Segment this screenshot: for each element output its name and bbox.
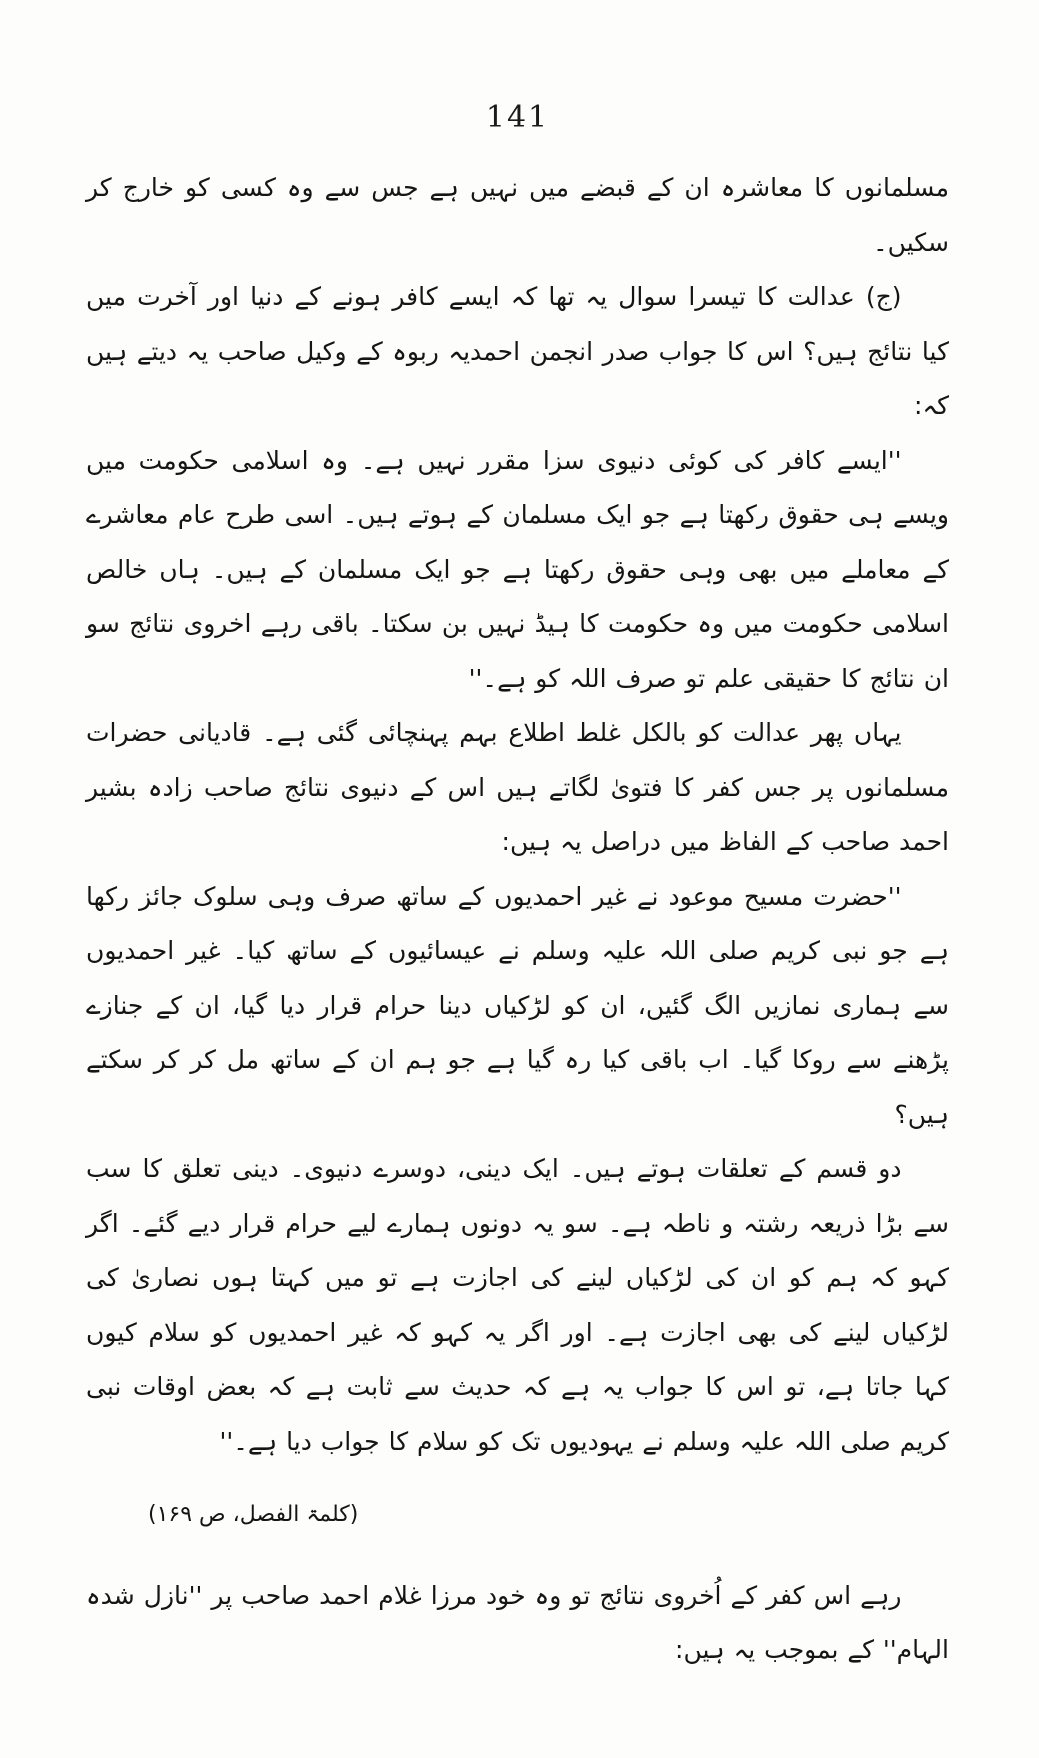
citation-reference: (کلمۃ الفصل، ص ۱۶۹) bbox=[148, 1502, 359, 1527]
paragraph-quote-lawyer: ''ایسے کافر کی کوئی دنیوی سزا مقرر نہیں ہے۔ وہ اسلامی حکومت میں ویسے ہی حقوق رکھتا ہے جو ایک مسلمان کے ہوتے ہیں۔ اسی طرح عام معاشرے کے معاملے میں بھی وہی حقوق رکھتا ہے جو ایک مسلمان کے ہیں۔ ہاں خالص اسلامی حکومت میں وہ حکومت کا ہیڈ نہیں بن سکتا۔ باقی رہے اخروی نتائج سو ان نتائج کا حقیقی علم تو صرف اللہ کو ہے۔'' bbox=[86, 445, 949, 693]
text-body bbox=[86, 161, 949, 1678]
paragraph-court-question: (ج) عدالت کا تیسرا سوال یہ تھا کہ ایسے کافر ہونے کے دنیا اور آخرت میں کیا نتائج ہیں؟ اس کا جواب صدر انجمن احمدیہ ربوہ کے وکیل صاحب یہ دیتے ہیں کہ: bbox=[86, 282, 949, 420]
paragraph-commentary: یہاں پھر عدالت کو بالکل غلط اطلاع بہم پہنچائی گئی ہے۔ قادیانی حضرات مسلمانوں پر جس کفر کا فتویٰ لگاتے ہیں اس کے دنیوی نتائج صاحب زادہ بشیر احمد صاحب کے الفاظ میں دراصل یہ ہیں: bbox=[86, 718, 949, 856]
paragraph-continuation: مسلمانوں کا معاشرہ ان کے قبضے میں نہیں ہے جس سے وہ کسی کو خارج کر سکیں۔ bbox=[86, 173, 949, 257]
paragraph-quote-book-1: ''حضرت مسیح موعود نے غیر احمدیوں کے ساتھ صرف وہی سلوک جائز رکھا ہے جو نبی کریم صلی اللہ علیہ وسلم نے عیسائیوں کے ساتھ کیا۔ غیر احمدیوں سے ہماری نمازیں الگ گئیں، ان کو لڑکیاں دینا حرام قرار دیا گیا، ان کے جنازے پڑھنے سے روکا گیا۔ اب باقی کیا رہ گیا ہے جو ہم ان کے ساتھ مل کر کر سکتے ہیں؟ bbox=[86, 881, 949, 1129]
paragraph-closing: رہے اس کفر کے اُخروی نتائج تو وہ خود مرزا غلام احمد صاحب پر ''نازل شدہ الہام'' کے بموجب یہ ہیں: bbox=[86, 1580, 949, 1665]
paragraph-quote-book-2: دو قسم کے تعلقات ہوتے ہیں۔ ایک دینی، دوسرے دنیوی۔ دینی تعلق کا سب سے بڑا ذریعہ رشتہ و ناطہ ہے۔ سو یہ دونوں ہمارے لیے حرام قرار دیے گئے۔ اگر کہو کہ ہم کو ان کی لڑکیاں لینے کی اجازت ہے تو میں کہتا ہوں نصاریٰ کی لڑکیاں لینے کی بھی اجازت ہے۔ اور اگر یہ کہو کہ غیر احمدیوں کو سلام کیوں کہا جاتا ہے، تو اس کا جواب یہ ہے کہ حدیث سے ثابت ہے کہ بعض اوقات نبی کریم صلی اللہ علیہ وسلم نے یہودیوں تک کو سلام کا جواب دیا ہے۔'' bbox=[86, 1154, 949, 1456]
page-number: 141 bbox=[485, 100, 550, 135]
